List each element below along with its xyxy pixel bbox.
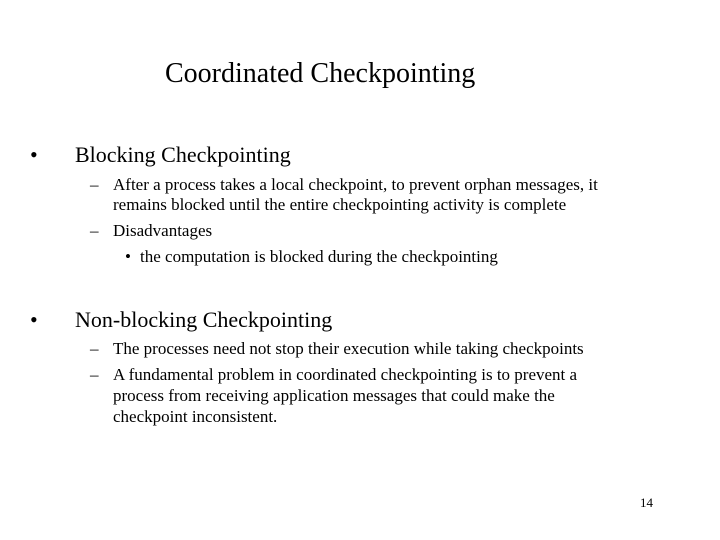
bullet-icon: • xyxy=(30,307,38,332)
sub-item: the computation is blocked during the checkpointing xyxy=(140,247,498,266)
bullet-icon: • xyxy=(125,247,131,266)
section-heading: Non-blocking Checkpointing xyxy=(75,307,333,332)
list-item-cont: remains blocked until the entire checkpointing activity is complete xyxy=(113,195,567,214)
dash-icon: – xyxy=(90,221,99,240)
bullet-icon: • xyxy=(30,142,38,167)
dash-icon: – xyxy=(90,339,99,358)
list-item-cont: process from receiving application messages that could make the xyxy=(113,386,555,405)
list-item-cont: checkpoint inconsistent. xyxy=(113,407,278,426)
list-item: Disadvantages xyxy=(113,221,213,240)
section-heading: Blocking Checkpointing xyxy=(75,142,291,167)
slide-title: Coordinated Checkpointing xyxy=(165,58,476,89)
list-item: The processes need not stop their execution while taking checkpoints xyxy=(113,339,584,358)
dash-icon: – xyxy=(90,365,99,384)
dash-icon: – xyxy=(90,175,99,194)
list-item: A fundamental problem in coordinated checkpointing is to prevent a xyxy=(113,365,578,384)
list-item: After a process takes a local checkpoint, to prevent orphan messages, it xyxy=(113,175,598,194)
page-number: 14 xyxy=(640,495,653,510)
